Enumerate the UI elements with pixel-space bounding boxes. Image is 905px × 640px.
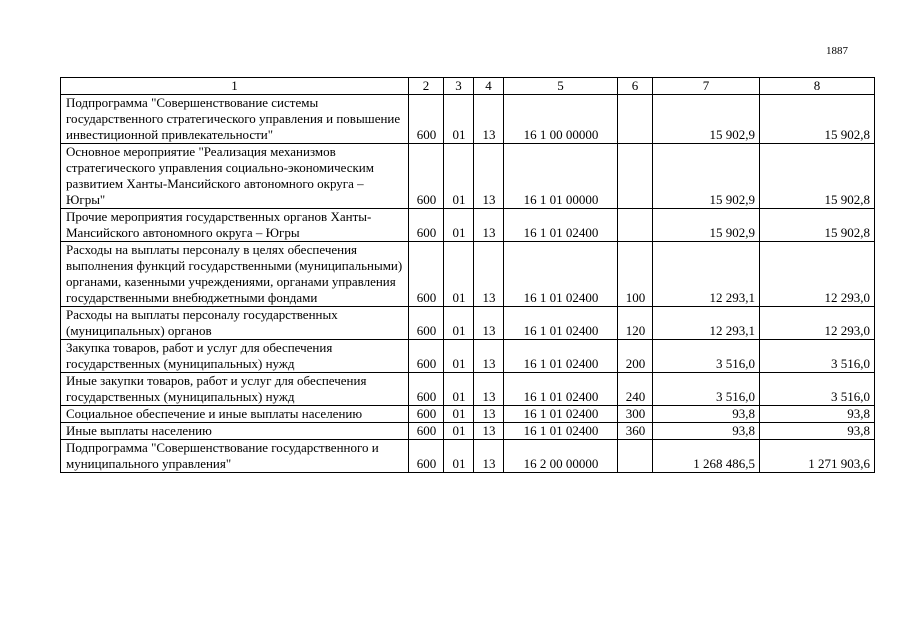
row-cell: 13: [474, 340, 504, 373]
row-cell: 1 268 486,5: [653, 440, 760, 473]
row-cell: 16 1 00 00000: [504, 95, 618, 144]
row-cell: 13: [474, 144, 504, 209]
row-name-cell: Расходы на выплаты персоналу государственных (муниципальных) органов: [61, 307, 409, 340]
row-name-cell: Социальное обеспечение и иные выплаты населению: [61, 406, 409, 423]
table-row: [61, 340, 875, 373]
row-name-cell: Закупка товаров, работ и услуг для обеспечения государственных (муниципальных) нужд: [61, 340, 409, 373]
row-cell: 1 271 903,6: [760, 440, 875, 473]
row-cell: 600: [409, 440, 444, 473]
row-cell: 13: [474, 373, 504, 406]
row-cell: 01: [444, 242, 474, 307]
row-cell: 240: [618, 373, 653, 406]
row-cell: 16 1 01 00000: [504, 144, 618, 209]
row-cell: 01: [444, 209, 474, 242]
row-cell: 3 516,0: [653, 340, 760, 373]
row-cell: [618, 440, 653, 473]
row-name-cell: Основное мероприятие "Реализация механизмов стратегического управления социально-экономическим развитием Ханты-Мансийского автономного округа – Югры": [61, 144, 409, 209]
row-cell: [618, 209, 653, 242]
row-cell: 16 1 01 02400: [504, 209, 618, 242]
row-cell: 13: [474, 209, 504, 242]
row-cell: [618, 95, 653, 144]
row-cell: 16 1 01 02400: [504, 307, 618, 340]
table-row: [61, 440, 875, 473]
row-cell: 600: [409, 406, 444, 423]
row-cell: 3 516,0: [653, 373, 760, 406]
row-cell: 600: [409, 423, 444, 440]
row-cell: 600: [409, 144, 444, 209]
row-name-cell: Иные выплаты населению: [61, 423, 409, 440]
row-cell: 360: [618, 423, 653, 440]
row-cell: 12 293,1: [653, 242, 760, 307]
row-cell: 93,8: [760, 406, 875, 423]
row-cell: 01: [444, 95, 474, 144]
table-row: [61, 406, 875, 423]
table-row: [61, 144, 875, 209]
header-cell: 6: [618, 78, 653, 95]
row-cell: 13: [474, 307, 504, 340]
row-cell: 600: [409, 373, 444, 406]
row-cell: 01: [444, 144, 474, 209]
row-cell: 3 516,0: [760, 340, 875, 373]
header-cell: 7: [653, 78, 760, 95]
table-row: [61, 307, 875, 340]
row-name-cell: Подпрограмма "Совершенствование государственного и муниципального управления": [61, 440, 409, 473]
row-name-cell: Прочие мероприятия государственных органов Ханты-Мансийского автономного округа – Югры: [61, 209, 409, 242]
row-cell: 01: [444, 423, 474, 440]
row-cell: 15 902,8: [760, 95, 875, 144]
header-row: [61, 78, 875, 95]
header-cell: 1: [61, 78, 409, 95]
row-name-cell: Расходы на выплаты персоналу в целях обеспечения выполнения функций государственными (муниципальными) органами, казенными учреждениями, органами управления государственными внебюджетными фондами: [61, 242, 409, 307]
table-row: [61, 95, 875, 144]
table-row: [61, 423, 875, 440]
row-cell: 600: [409, 340, 444, 373]
row-cell: [618, 144, 653, 209]
row-cell: 12 293,0: [760, 307, 875, 340]
row-cell: 93,8: [760, 423, 875, 440]
row-cell: 15 902,9: [653, 95, 760, 144]
budget-table: [60, 77, 875, 473]
row-cell: 600: [409, 209, 444, 242]
row-cell: 600: [409, 307, 444, 340]
table-row: [61, 242, 875, 307]
row-cell: 13: [474, 242, 504, 307]
row-cell: 3 516,0: [760, 373, 875, 406]
row-cell: 13: [474, 423, 504, 440]
row-cell: 15 902,9: [653, 144, 760, 209]
row-cell: 16 1 01 02400: [504, 423, 618, 440]
row-cell: 13: [474, 95, 504, 144]
row-cell: 12 293,0: [760, 242, 875, 307]
row-name-cell: Подпрограмма "Совершенствование системы государственного стратегического управления и повышение инвестиционной привлекательности": [61, 95, 409, 144]
row-cell: 600: [409, 95, 444, 144]
row-cell: 01: [444, 440, 474, 473]
row-cell: 600: [409, 242, 444, 307]
table-row: [61, 209, 875, 242]
row-cell: 15 902,8: [760, 209, 875, 242]
row-cell: 100: [618, 242, 653, 307]
header-cell: 4: [474, 78, 504, 95]
row-cell: 15 902,8: [760, 144, 875, 209]
row-cell: 01: [444, 340, 474, 373]
row-cell: 16 1 01 02400: [504, 242, 618, 307]
page-number: 1887: [826, 45, 848, 57]
row-cell: 16 1 01 02400: [504, 373, 618, 406]
row-cell: 13: [474, 440, 504, 473]
row-cell: 01: [444, 373, 474, 406]
row-cell: 16 1 01 02400: [504, 340, 618, 373]
header-cell: 8: [760, 78, 875, 95]
header-cell: 5: [504, 78, 618, 95]
row-cell: 15 902,9: [653, 209, 760, 242]
row-cell: 16 2 00 00000: [504, 440, 618, 473]
row-cell: 01: [444, 307, 474, 340]
header-cell: 2: [409, 78, 444, 95]
row-cell: 13: [474, 406, 504, 423]
row-cell: 01: [444, 406, 474, 423]
row-cell: 200: [618, 340, 653, 373]
header-cell: 3: [444, 78, 474, 95]
row-cell: 16 1 01 02400: [504, 406, 618, 423]
row-cell: 12 293,1: [653, 307, 760, 340]
row-cell: 120: [618, 307, 653, 340]
row-cell: 300: [618, 406, 653, 423]
table-row: [61, 373, 875, 406]
row-name-cell: Иные закупки товаров, работ и услуг для обеспечения государственных (муниципальных) нужд: [61, 373, 409, 406]
row-cell: 93,8: [653, 406, 760, 423]
row-cell: 93,8: [653, 423, 760, 440]
